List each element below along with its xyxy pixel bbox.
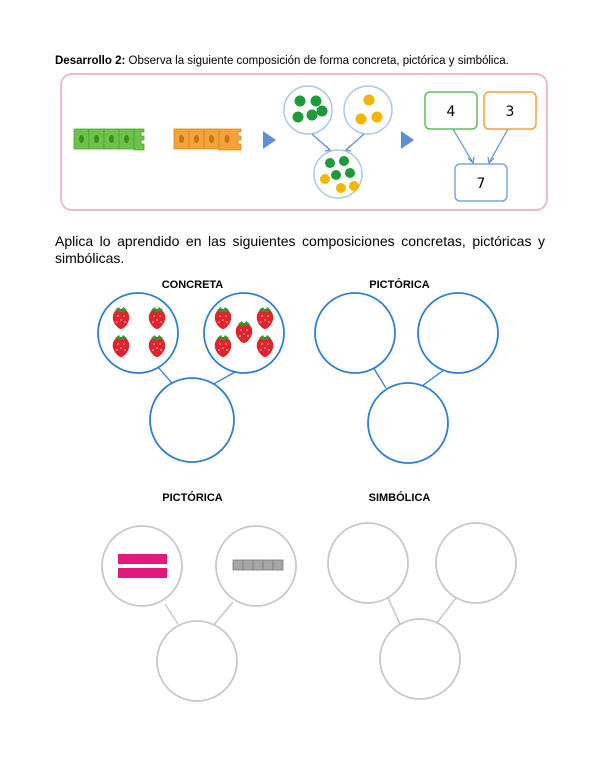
example-circle-arrows (312, 134, 364, 151)
number-left: 4 (446, 104, 456, 120)
concreta-whole-circle[interactable] (150, 378, 234, 462)
arrow-right-icon (263, 131, 276, 149)
orange-cube-train (174, 129, 241, 150)
simbolica-whole[interactable] (380, 619, 460, 699)
simbolica-part-right[interactable] (436, 523, 516, 603)
label-pictorica-bottom: PICTÓRICA (162, 492, 223, 504)
example-total-circle (314, 150, 362, 198)
grey-unit-bar (233, 560, 283, 570)
pictorica-top-part-right[interactable] (418, 293, 498, 373)
heading-text: Observa la siguiente composición de forma concreta, pictórica y simbólica. (125, 55, 509, 67)
pictorica-top-diagram (315, 293, 498, 463)
pictorica-top-part-left[interactable] (315, 293, 395, 373)
number-right: 3 (505, 104, 515, 120)
arrow-right-icon-2 (401, 131, 414, 149)
green-cube-train (74, 129, 144, 150)
concreta-diagram (98, 293, 284, 462)
label-concreta: CONCRETA (161, 279, 224, 291)
number-total: 7 (476, 176, 486, 192)
instruction-text: Aplica lo aprendido en las siguientes composiciones concretas, pictóricas y simbólicas. (55, 233, 545, 266)
example-box-arrows (453, 129, 508, 163)
pink-ten-bar-2 (118, 568, 167, 578)
simbolica-diagram (328, 523, 516, 699)
heading-bold: Desarrollo 2: (55, 55, 126, 67)
pictorica-bottom-diagram (102, 526, 296, 701)
concreta-part-circle-left[interactable] (98, 293, 178, 373)
label-simbolica: SIMBÓLICA (368, 492, 431, 504)
pictorica-top-whole[interactable] (368, 383, 448, 463)
pictorica-bottom-part-left[interactable] (102, 526, 182, 606)
pictorica-bottom-whole[interactable] (157, 621, 237, 701)
simbolica-part-left[interactable] (328, 523, 408, 603)
pink-ten-bar-1 (118, 554, 167, 564)
label-pictorica-top: PICTÓRICA (369, 279, 430, 291)
example-yellow-circle (344, 86, 392, 134)
example-green-circle (284, 86, 332, 134)
